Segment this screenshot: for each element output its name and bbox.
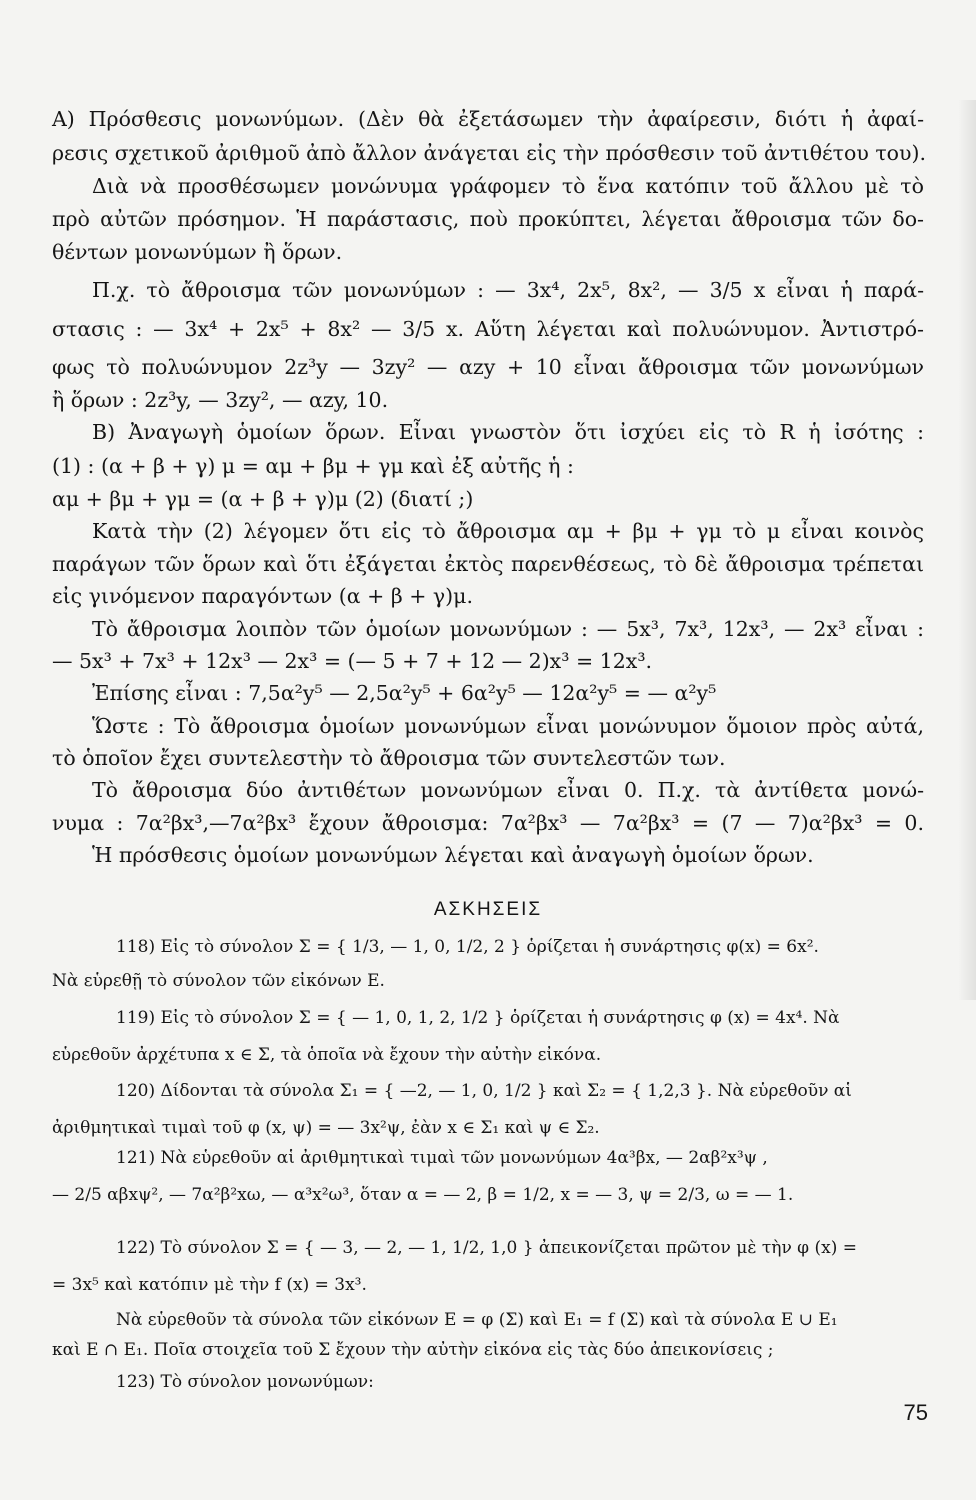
text-line: 118) Εἰς τὸ σύνολον Σ = { 1/3, — 1, 0, 1/2, 2 } ὁρίζεται ἡ συνάρτησις φ(x) = 6x².	[116, 937, 819, 957]
text-line: εὑρεθοῦν ἀρχέτυπα x ∈ Σ, τὰ ὁποῖα νὰ ἔχουν τὴν αὐτὴν εἰκόνα.	[52, 1045, 602, 1065]
text-line: ἀριθμητικαὶ τιμαὶ τοῦ φ (x, ψ) = — 3x²ψ, ἐὰν x ∈ Σ₁ καὶ ψ ∈ Σ₂.	[52, 1118, 600, 1138]
text-line: καὶ Ε ∩ Ε₁. Ποῖα στοιχεῖα τοῦ Σ ἔχουν τὴν αὐτὴν εἰκόνα εἰς τὰς δύο ἀπεικονίσεις ;	[52, 1340, 774, 1360]
text-line: — 5x³ + 7x³ + 12x³ — 2x³ = (— 5 + 7 + 12 — 2)x³ = 12x³.	[52, 649, 653, 673]
text-line: (1) : (α + β + γ) μ = αμ + βμ + γμ καὶ ἐξ αὐτῆς ἡ :	[52, 454, 574, 478]
text-line: Π.χ. τὸ ἄθροισμα τῶν μονωνύμων : — 3x⁴, 2x⁵, 8x², — 3/5 x εἶναι ἡ παρά-	[92, 278, 924, 302]
text-line: Τὸ ἄθροισμα λοιπὸν τῶν ὁμοίων μονωνύμων : — 5x³, 7x³, 12x³, — 2x³ εἶναι :	[92, 617, 924, 641]
text-line: θέντων μονωνύμων ἢ ὅρων.	[52, 240, 343, 264]
text-line: = 3x⁵ καὶ κατόπιν μὲ τὴν f (x) = 3x³.	[52, 1275, 367, 1295]
page-number: 75	[903, 1400, 928, 1425]
text-line: Νὰ εὑρεθοῦν τὰ σύνολα τῶν εἰκόνων Ε = φ (Σ) καὶ Ε₁ = f (Σ) καὶ τὰ σύνολα Ε ∪ Ε₁	[116, 1310, 838, 1330]
text-line: Διὰ νὰ προσθέσωμεν μονώνυμα γράφομεν τὸ ἕνα κατόπιν τοῦ ἄλλου μὲ τὸ	[92, 174, 924, 198]
text-line: 121) Νὰ εὑρεθοῦν αἱ ἀριθμητικαὶ τιμαὶ τῶν μονωνύμων 4α³βx, — 2αβ²x³ψ ,	[116, 1148, 768, 1168]
text-line: ΑΣΚΗΣΕΙΣ	[433, 899, 543, 920]
text-line: Τὸ ἄθροισμα δύο ἀντιθέτων μονωνύμων εἶναι 0. Π.χ. τὰ ἀντίθετα μονώ-	[92, 778, 924, 802]
text-line: Ἡ πρόσθεσις ὁμοίων μονωνύμων λέγεται καὶ ἀναγωγὴ ὁμοίων ὅρων.	[92, 843, 814, 867]
text-line: Ἐπίσης εἶναι : 7,5α²y⁵ — 2,5α²y⁵ + 6α²y⁵ — 12α²y⁵ = — α²y⁵	[92, 681, 717, 705]
text-line: νυμα : 7α²βx³,—7α²βx³ ἔχουν ἄθροισμα: 7α²βx³ — 7α²βx³ = (7 — 7)α²βx³ = 0.	[52, 811, 924, 835]
text-line: αμ + βμ + γμ = (α + β + γ)μ (2) (διατί ;)	[52, 487, 474, 511]
text-line: εἰς γινόμενον παραγόντων (α + β + γ)μ.	[52, 584, 473, 608]
text-line: φως τὸ πολυώνυμον 2z³y — 3zy² — αzy + 10 εἶναι ἄθροισμα τῶν μονωνύμων	[52, 355, 924, 379]
text-line: 119) Εἰς τὸ σύνολον Σ = { — 1, 0, 1, 2, 1/2 } ὁρίζεται ἡ συνάρτησις φ (x) = 4x⁴. Νὰ	[116, 1008, 840, 1028]
text-line: ρεσις σχετικοῦ ἀριθμοῦ ἀπὸ ἄλλον ἀνάγεται εἰς τὴν πρόσθεσιν τοῦ ἀντιθέτου του).	[52, 141, 926, 165]
text-line: Β) Ἀναγωγὴ ὁμοίων ὅρων. Εἶναι γνωστὸν ὅτι ἰσχύει εἰς τὸ R ἡ ἰσότης :	[92, 420, 924, 444]
text-line: Ὥστε : Τὸ ἄθροισμα ὁμοίων μονωνύμων εἶναι μονώνυμον ὅμοιον πρὸς αὐτά,	[92, 714, 924, 738]
text-line: Α) Πρόσθεσις μονωνύμων. (Δὲν θὰ ἐξετάσωμεν τὴν ἀφαίρεσιν, διότι ἡ ἀφαί-	[52, 107, 924, 131]
text-line: Νὰ εὑρεθῇ τὸ σύνολον τῶν εἰκόνων Ε.	[52, 971, 385, 991]
text-line: τὸ ὁποῖον ἔχει συντελεστὴν τὸ ἄθροισμα τῶν συντελεστῶν των.	[52, 746, 726, 770]
page-edge-shadow	[958, 100, 976, 1000]
text-line: — 2/5 αβxψ², — 7α²β²xω, — α³x²ω³, ὅταν α = — 2, β = 1/2, x = — 3, ψ = 2/3, ω = — 1.	[52, 1185, 794, 1205]
text-line: ἢ ὅρων : 2z³y, — 3zy², — αzy, 10.	[52, 388, 389, 412]
text-line: 120) Δίδονται τὰ σύνολα Σ₁ = { —2, — 1, 0, 1/2 } καὶ Σ₂ = { 1,2,3 }. Νὰ εὑρεθοῦν αἱ	[116, 1081, 852, 1101]
text-line: 123) Τὸ σύνολον μονωνύμων:	[116, 1372, 374, 1392]
text-line: 122) Τὸ σύνολον Σ = { — 3, — 2, — 1, 1/2, 1,0 } ἀπεικονίζεται πρῶτον μὲ τὴν φ (x) =	[116, 1238, 857, 1258]
text-line: στασις : — 3x⁴ + 2x⁵ + 8x² — 3/5 x. Αὕτη λέγεται καὶ πολυώνυμον. Ἀντιστρό-	[52, 317, 924, 341]
text-line: παράγων τῶν ὅρων καὶ ὅτι ἐξάγεται ἐκτὸς παρενθέσεως, τὸ δὲ ἄθροισμα τρέπεται	[52, 552, 924, 576]
text-line: πρὸ αὐτῶν πρόσημον. Ἡ παράστασις, ποὺ προκύπτει, λέγεται ἄθροισμα τῶν δο-	[52, 207, 924, 231]
text-line: Κατὰ τὴν (2) λέγομεν ὅτι εἰς τὸ ἄθροισμα αμ + βμ + γμ τὸ μ εἶναι κοινὸς	[92, 519, 924, 543]
